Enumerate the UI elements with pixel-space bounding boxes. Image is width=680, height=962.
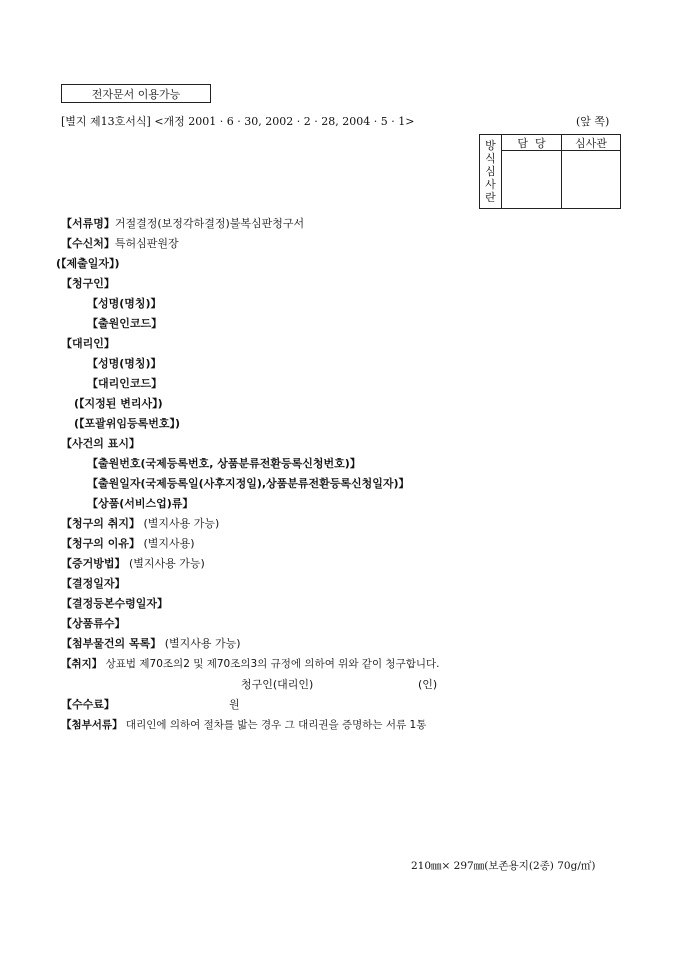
approval-side-label: 방 식 심 사 란: [480, 135, 502, 208]
electronic-document-notice: 전자문서 이용가능: [61, 84, 211, 103]
field-general-power: (【포괄위임등록번호】): [74, 417, 181, 430]
signer-label: 청구인(대리인): [241, 678, 314, 691]
field-case-label: 【사건의 표시】: [61, 437, 140, 450]
field-agent-code: 【대리인코드】: [87, 377, 163, 390]
field-goods-class: 【상품(서비스업)류】: [87, 497, 194, 510]
seal-mark: (인): [418, 678, 438, 691]
field-claimant: 【청구인】: [61, 277, 115, 290]
field-claimant-name: 【성명(명칭)】: [87, 297, 162, 310]
field-application-date: 【출원일자(국제등록일(사후지정일),상품분류전환등록신청일자)】: [87, 477, 410, 490]
page-side-note: (앞 쪽): [576, 115, 610, 128]
field-evidence: 【증거방법】 (별지사용 가능): [61, 557, 205, 570]
field-goods-count: 【상품류수】: [61, 617, 126, 630]
field-intent: 【취지】 상표법 제70조의2 및 제70조의3의 규정에 의하여 위와 같이 청구합니다.: [61, 658, 440, 670]
paper-spec: 210㎜× 297㎜(보존용지(2종) 70g/㎡): [411, 860, 596, 872]
approval-table: [479, 134, 621, 209]
field-purpose: 【청구의 취지】 (별지사용 가능): [61, 517, 220, 530]
field-reason: 【청구의 이유】 (별지사용): [61, 537, 195, 550]
field-agent: 【대리인】: [61, 337, 115, 350]
field-agent-name: 【성명(명칭)】: [87, 357, 162, 370]
field-attached-documents: 【첨부서류】 대리인에 의하여 절차를 밟는 경우 그 대리권을 증명하는 서류 1통: [61, 719, 427, 731]
field-claimant-code: 【출원인코드】: [87, 317, 163, 330]
approval-col-examiner: 심사관: [562, 135, 620, 208]
approval-col-staff: 담 당: [502, 135, 562, 208]
field-fee-unit: 원: [229, 698, 240, 711]
field-fee-label: 【수수료】: [61, 698, 115, 711]
field-document-name: 【서류명】거절결정(보정각하결정)불복심판청구서: [61, 217, 305, 230]
field-attachments: 【첨부물건의 목록】 (별지사용 가능): [61, 637, 241, 650]
field-submit-date: (【제출일자】): [56, 257, 120, 270]
field-decision-date: 【결정일자】: [61, 577, 126, 590]
field-recipient: 【수신처】특허심판원장: [61, 237, 179, 250]
form-header: [별지 제13호서식] <개정 2001 · 6 · 30, 2002 · 2 · 28, 2004 · 5 · 1>: [61, 115, 415, 128]
field-designated-attorney: (【지정된 변리사】): [74, 397, 163, 410]
field-decision-receipt-date: 【결정등본수령일자】: [61, 597, 169, 610]
field-application-number: 【출원번호(국제등록번호, 상품분류전환등록신청번호)】: [87, 457, 361, 470]
